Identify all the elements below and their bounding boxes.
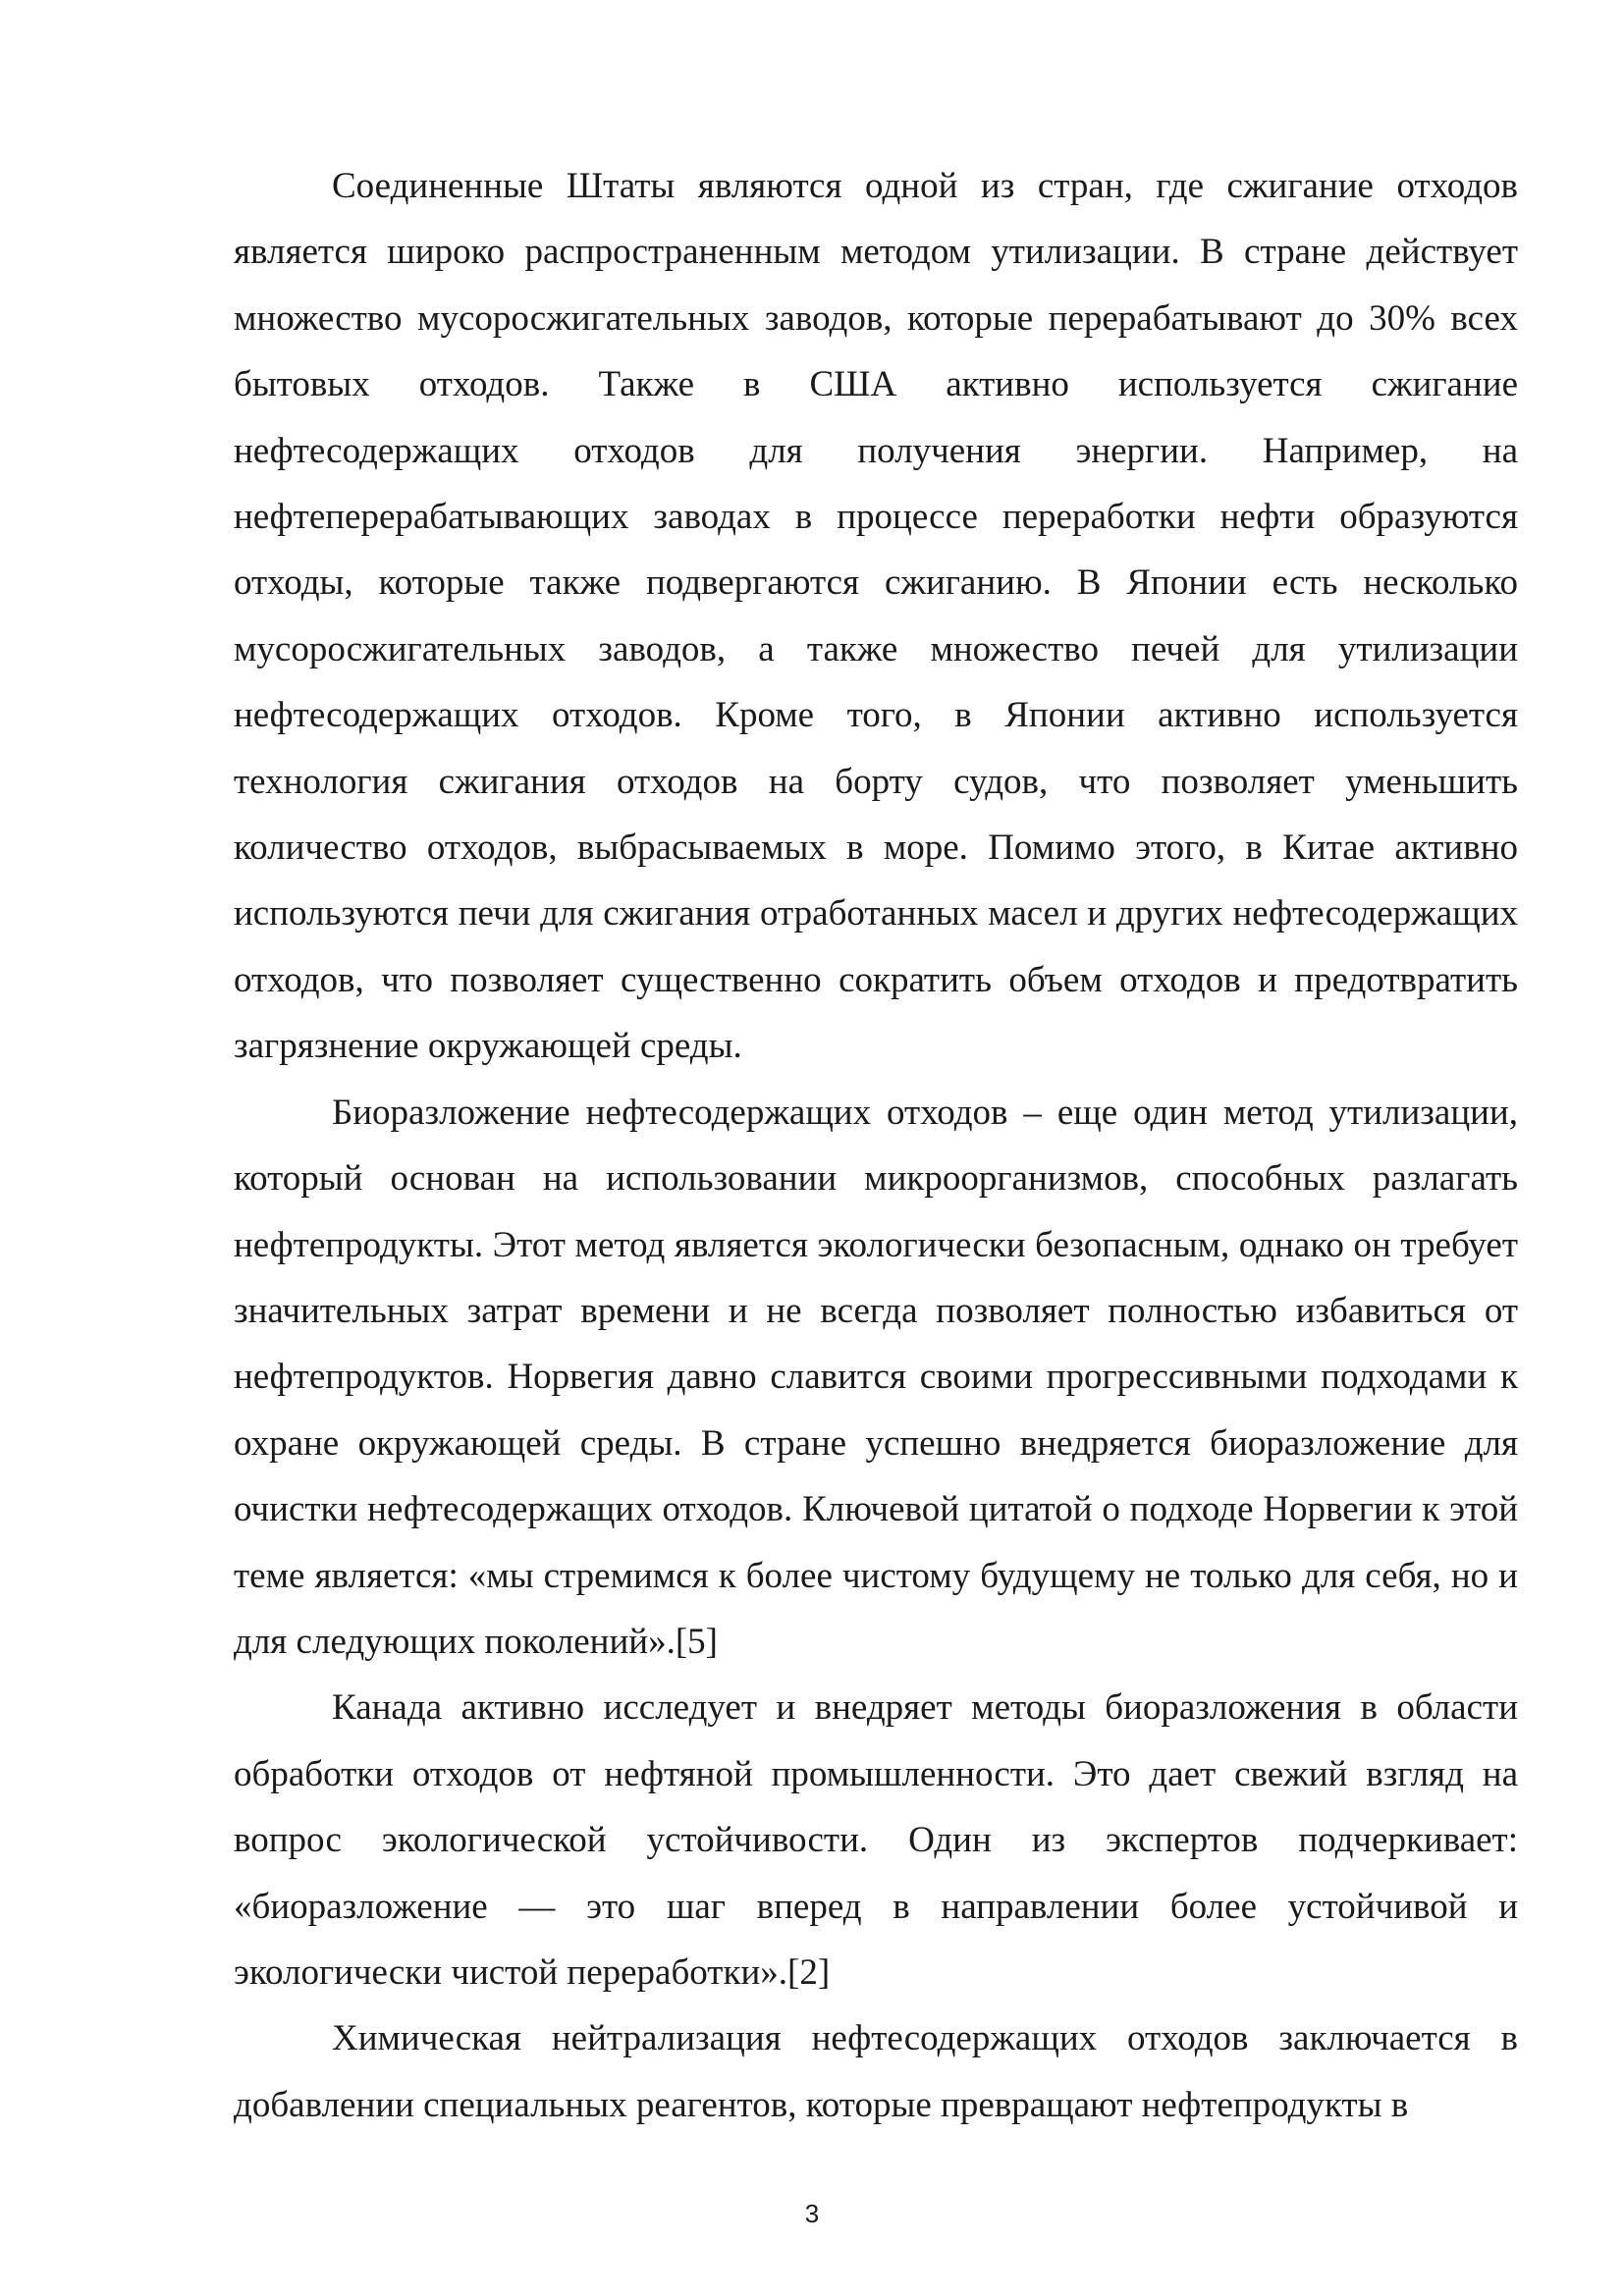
paragraph-canada: Канада активно исследует и внедряет методы биоразложения в области обработки отходов от нефтяной промышленности. Это дает свежий взгляд на вопрос экологической устойчивости. Один из экспертов подчеркивает: «биоразложение — это шаг вперед в направлении более устойчивой и экологически чистой переработки».[2] (234, 1687, 1518, 1993)
body-text (234, 153, 1518, 2138)
paragraph-chemical-neutralization: Химическая нейтрализация нефтесодержащих отходов заключается в добавлении специальных реагентов, которые превращают нефтепродукты в (234, 2018, 1518, 2125)
page-number: 3 (804, 2199, 820, 2228)
paragraph-biodegradation: Биоразложение нефтесодержащих отходов – еще один метод утилизации, который основан на использовании микроорганизмов, способных разлагать нефтепродукты. Этот метод является экологически безопасным, однако он требует значительных затрат времени и не всегда позволяет полностью избавиться от нефтепродуктов. Норвегия давно славится своими прогрессивными подходами к охране окружающей среды. В стране успешно внедряется биоразложение для очистки нефтесодержащих отходов. Ключевой цитатой о подходе Норвегии к этой теме является: «мы стремимся к более чистому будущему не только для себя, но и для следующих поколений».[5] (234, 1092, 1518, 1662)
paragraph-incineration: Соединенные Штаты являются одной из стран, где сжигание отходов является широко распространенным методом утилизации. В стране действует множество мусоросжигательных заводов, которые перерабатывают до 30% всех бытовых отходов. Также в США активно используется сжигание нефтесодержащих отходов для получения энергии. Например, на нефтеперерабатывающих заводах в процессе переработки нефти образуются отходы, которые также подвергаются сжиганию. В Японии есть несколько мусоросжигательных заводов, а также множество печей для утилизации нефтесодержащих отходов. Кроме того, в Японии активно используется технология сжигания отходов на борту судов, что позволяет уменьшить количество отходов, выбрасываемых в море. Помимо этого, в Китае активно используются печи для сжигания отработанных масел и других нефтесодержащих отходов, что позволяет существенно сократить объем отходов и предотвратить загрязнение окружающей среды. (234, 166, 1518, 1067)
